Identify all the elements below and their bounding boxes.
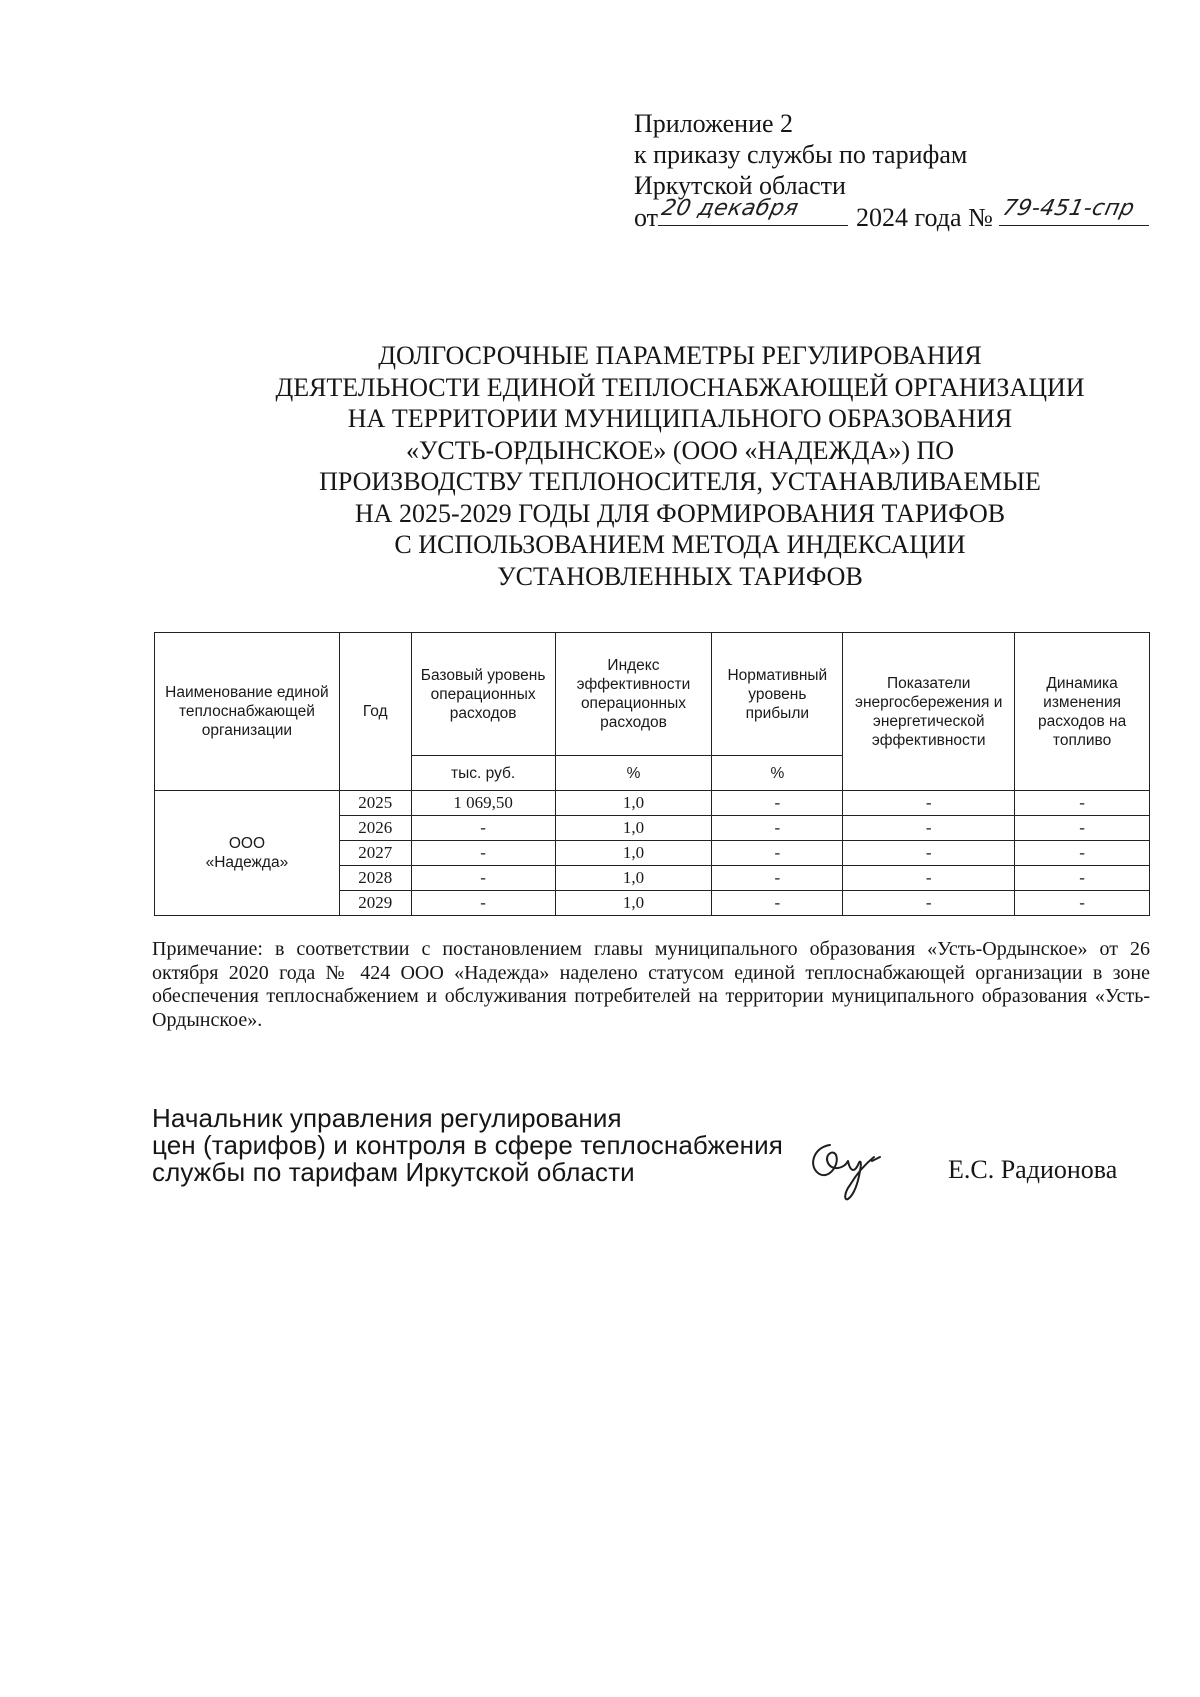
title-line: ДОЛГОСРОЧНЫЕ ПАРАМЕТРЫ РЕГУЛИРОВАНИЯ <box>378 341 982 370</box>
signer-position-line: Начальник управления регулирования <box>152 1103 622 1133</box>
header-fuel: Динамика изменения расходов на топливо <box>1015 633 1150 791</box>
org-name-line: ООО <box>228 835 265 852</box>
fuel-cell: - <box>1015 816 1150 841</box>
title-line: С ИСПОЛЬЗОВАНИЕМ МЕТОДА ИНДЕКСАЦИИ <box>394 530 966 559</box>
profit-cell: - <box>712 841 843 866</box>
profit-cell: - <box>712 791 843 816</box>
parameters-table <box>154 632 1150 916</box>
fuel-cell: - <box>1015 866 1150 891</box>
fuel-cell: - <box>1015 841 1150 866</box>
index-cell: 1,0 <box>555 791 712 816</box>
signer-position-line: цен (тарифов) и контроля в сфере теплоснабжения <box>152 1130 783 1160</box>
title-line: ПРОИЗВОДСТВУ ТЕПЛОНОСИТЕЛЯ, УСТАНАВЛИВАЕМЫЕ <box>319 467 1041 496</box>
date-blank <box>658 196 848 226</box>
year-cell: 2027 <box>339 841 411 866</box>
signer-name: Е.С. Радионова <box>948 1155 1118 1184</box>
title-line: ДЕЯТЕЛЬНОСТИ ЕДИНОЙ ТЕПЛОСНАБЖАЮЩЕЙ ОРГАНИЗАЦИИ <box>275 372 1085 402</box>
profit-cell: - <box>712 816 843 841</box>
header-index: Индекс эффективности операционных расходов <box>555 633 712 756</box>
index-cell: 1,0 <box>555 816 712 841</box>
from-label: от <box>634 203 659 232</box>
unit-index: % <box>555 756 712 791</box>
header-base: Базовый уровень операционных расходов <box>411 633 555 756</box>
unit-profit: % <box>712 756 843 791</box>
unit-base: тыс. руб. <box>411 756 555 791</box>
header-energy: Показатели энергосбережения и энергетической эффективности <box>843 633 1015 791</box>
note-paragraph: Примечание: в соответствии с постановлением главы муниципального образования «Усть-Ордынское» от 26 октября 2020 года № 424 ООО «Надежда» наделено статусом единой теплоснабжающей организации в зоне обеспечения теплоснабжением и обслуживания потребителей на территории муниципального образования «Усть-Ордынское». <box>152 938 1150 1031</box>
base-cell: 1 069,50 <box>411 791 555 816</box>
base-cell: - <box>411 841 555 866</box>
year-cell: 2029 <box>339 891 411 916</box>
energy-cell: - <box>843 816 1015 841</box>
header-year: Год <box>339 633 411 791</box>
fuel-cell: - <box>1015 791 1150 816</box>
title-line: УСТАНОВЛЕННЫХ ТАРИФОВ <box>497 561 863 591</box>
org-name-line: «Надежда» <box>205 854 289 871</box>
index-cell: 1,0 <box>555 841 712 866</box>
year-cell: 2028 <box>339 866 411 891</box>
profit-cell: - <box>712 891 843 916</box>
handwritten-number: 79-451-спр <box>1000 196 1138 221</box>
energy-cell: - <box>843 841 1015 866</box>
year-cell: 2026 <box>339 816 411 841</box>
base-cell: - <box>411 816 555 841</box>
fuel-cell: - <box>1015 891 1150 916</box>
table-header-row <box>155 633 1150 756</box>
table-row <box>155 791 1150 816</box>
handwritten-date: 20 декабря <box>659 196 801 221</box>
appendix-reference-line <box>634 196 1149 233</box>
energy-cell: - <box>843 791 1015 816</box>
profit-cell: - <box>712 866 843 891</box>
base-cell: - <box>411 866 555 891</box>
title-line: «УСТЬ-ОРДЫНСКОЕ» (ООО «НАДЕЖДА») ПО <box>405 435 955 465</box>
index-cell: 1,0 <box>555 891 712 916</box>
signer-position-line: службы по тарифам Иркутской области <box>152 1157 635 1187</box>
signature-block <box>152 1105 783 1186</box>
document-title <box>190 340 1170 592</box>
title-line: НА ТЕРРИТОРИИ МУНИЦИПАЛЬНОГО ОБРАЗОВАНИЯ <box>347 404 1013 433</box>
appendix-header <box>634 108 1149 233</box>
year-number-label: 2024 года № <box>856 203 993 232</box>
index-cell: 1,0 <box>555 866 712 891</box>
appendix-order-line: к приказу службы по тарифам <box>634 140 968 169</box>
number-blank <box>999 196 1149 226</box>
org-name-cell <box>155 791 340 916</box>
energy-cell: - <box>843 866 1015 891</box>
energy-cell: - <box>843 891 1015 916</box>
appendix-region-line: Иркутской области <box>634 171 846 200</box>
appendix-title: Приложение 2 <box>634 109 794 138</box>
base-cell: - <box>411 891 555 916</box>
year-cell: 2025 <box>339 791 411 816</box>
header-profit: Нормативный уровень прибыли <box>712 633 843 756</box>
handwritten-signature <box>800 1125 890 1205</box>
header-org: Наименование единой теплоснабжающей организации <box>155 633 340 791</box>
title-line: НА 2025-2029 ГОДЫ ДЛЯ ФОРМИРОВАНИЯ ТАРИФОВ <box>354 498 1006 528</box>
